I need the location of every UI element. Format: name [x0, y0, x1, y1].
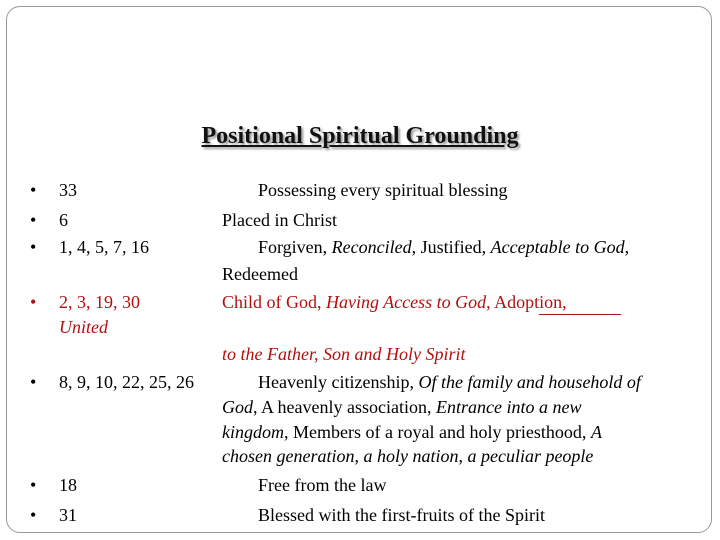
bullet: • — [30, 210, 37, 230]
bullet: • — [30, 180, 37, 200]
bullet: • — [30, 505, 37, 525]
verse-numbers: 1, 4, 5, 7, 16 — [59, 237, 149, 257]
text-segment-italic: kingdom — [222, 422, 284, 442]
item-text-continued: Redeemed — [222, 264, 298, 284]
text-segment-italic: A — [590, 422, 602, 442]
text-segment-italic: Having Access to God — [326, 292, 487, 312]
bullet: • — [30, 372, 37, 392]
item-text — [258, 370, 641, 394]
item-text: Placed in Christ — [222, 210, 337, 230]
item-text-continued — [222, 395, 581, 419]
text-segment-italic: Entrance into a new — [435, 397, 582, 417]
text-segment-italic: God — [222, 397, 253, 417]
text-segment: Forgiven, — [258, 237, 332, 257]
item-text: Possessing every spiritual blessing — [258, 180, 508, 200]
text-segment: , Adoption, — [486, 292, 567, 312]
verse-numbers: 2, 3, 19, 30 — [59, 292, 140, 312]
verse-numbers: 8, 9, 10, 22, 25, 26 — [59, 372, 194, 392]
text-segment-italic: chosen generation, a holy nation, a peculiar people — [222, 446, 594, 466]
fill-in-blank-line — [539, 314, 621, 315]
item-text — [258, 235, 629, 259]
verse-numbers: 33 — [59, 180, 77, 200]
item-text-continued — [222, 444, 593, 468]
text-segment-italic: Acceptable to God — [490, 237, 625, 257]
item-text-continued — [222, 420, 602, 444]
text-segment: Heavenly citizenship, — [258, 372, 419, 392]
text-segment: Child of God, — [222, 292, 327, 312]
text-segment: , — [624, 237, 630, 257]
text-segment: , A heavenly association, — [253, 397, 436, 417]
text-segment: , Justified, — [411, 237, 491, 257]
item-text — [222, 290, 567, 314]
verse-numbers: 18 — [59, 475, 77, 495]
text-segment-italic: Reconciled — [331, 237, 412, 257]
bullet: • — [30, 475, 37, 495]
verse-numbers: 31 — [59, 505, 77, 525]
item-text: Blessed with the first-fruits of the Spirit — [258, 505, 545, 525]
text-segment-italic: to the Father, Son and Holy Spirit — [222, 344, 466, 364]
verse-numbers-extra — [59, 317, 108, 338]
verse-numbers: 6 — [59, 210, 68, 230]
bullet: • — [30, 237, 37, 257]
text-segment: , Members of a royal and holy priesthood, — [284, 422, 591, 442]
page-title: Positional Spiritual Grounding — [201, 123, 519, 149]
item-text: Free from the law — [258, 475, 387, 495]
bullet: • — [30, 292, 37, 312]
text-segment-italic: Of the family and household of — [418, 372, 641, 392]
united-label: United — [59, 317, 108, 337]
item-text-continued — [222, 342, 465, 366]
